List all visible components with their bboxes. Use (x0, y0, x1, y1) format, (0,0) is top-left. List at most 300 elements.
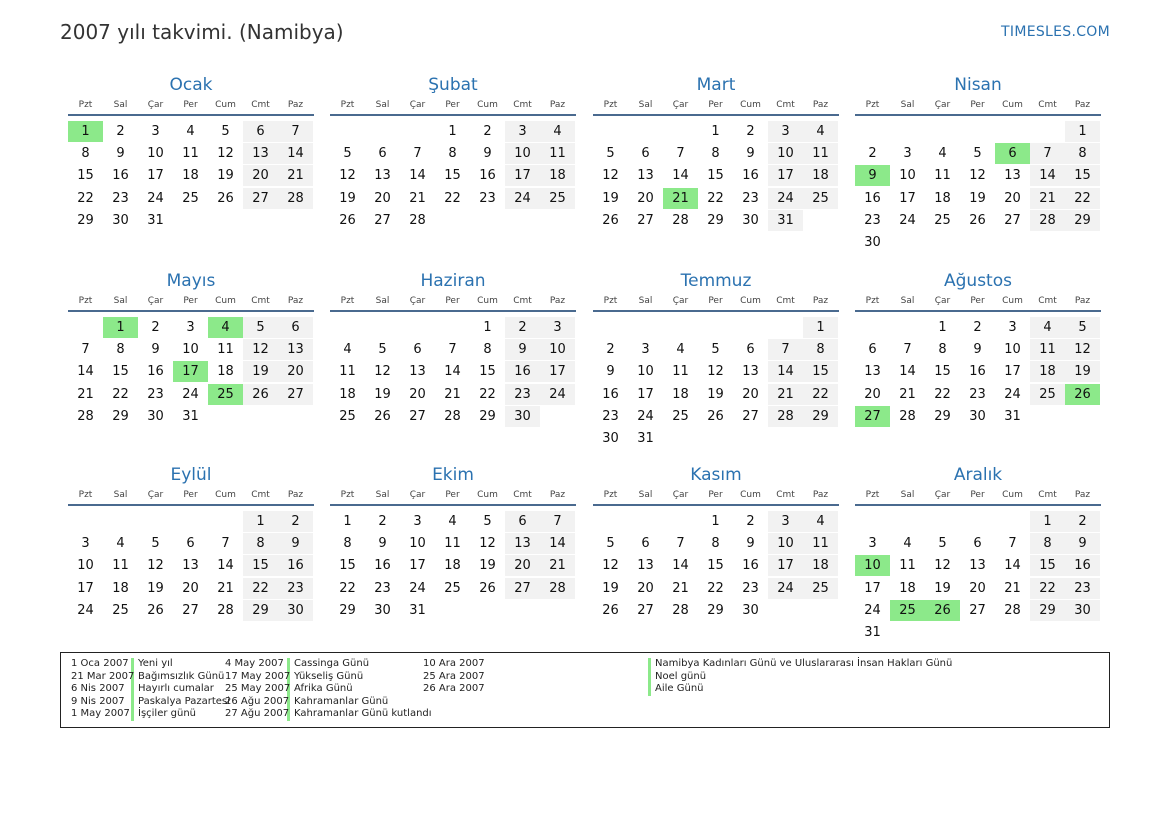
day-cell: 21 (768, 384, 803, 405)
weekday-label: Çar (409, 100, 426, 110)
day-cell: 10 (505, 143, 540, 164)
day-cell: 31 (768, 210, 803, 231)
day-cell: 30 (147, 408, 164, 424)
holiday-day-cell: 26 (925, 600, 960, 621)
day-cell: 7 (278, 121, 313, 142)
holiday-legend (60, 652, 1110, 728)
day-cell: 7 (1030, 143, 1065, 164)
day-cell: 9 (606, 364, 615, 380)
day-cell: 20 (637, 580, 654, 596)
day-cell: 20 (243, 165, 278, 186)
day-cell: 1 (343, 514, 352, 529)
day-cell: 20 (1004, 190, 1021, 206)
day-cell: 6 (641, 146, 650, 162)
day-cell: 20 (278, 361, 313, 382)
day-cell: 5 (221, 124, 230, 139)
holiday-day-cell: 1 (68, 121, 103, 142)
weekday-label: Paz (549, 100, 566, 110)
day-cell: 10 (899, 168, 916, 184)
day-cell: 17 (77, 580, 94, 596)
day-cell: 28 (409, 212, 426, 228)
legend-holiday-name: Kahramanlar Günü kutlandı (294, 708, 432, 719)
day-cell: 29 (77, 212, 94, 228)
day-cell: 26 (602, 602, 619, 618)
day-cell: 1 (243, 511, 278, 532)
day-cell: 30 (1065, 600, 1100, 621)
day-cell: 10 (77, 558, 94, 574)
day-cell: 18 (217, 364, 234, 380)
day-cell: 4 (116, 536, 125, 552)
month-divider (68, 504, 314, 506)
day-cell: 14 (278, 143, 313, 164)
day-cell: 19 (934, 580, 951, 596)
weekday-label: Paz (287, 490, 304, 500)
day-cell: 26 (707, 408, 724, 424)
day-cell: 20 (374, 190, 391, 206)
holiday-day-cell: 27 (855, 406, 890, 427)
weekday-label: Cum (1002, 490, 1023, 500)
legend-holiday-name: Namibya Kadınları Günü ve Uluslararası İnsan Hakları Günü (655, 658, 953, 669)
day-cell: 23 (505, 384, 540, 405)
day-cell: 28 (899, 408, 916, 424)
day-cell: 21 (672, 580, 689, 596)
day-cell: 12 (1065, 339, 1100, 360)
day-cell: 7 (413, 146, 422, 162)
day-cell: 13 (182, 558, 199, 574)
day-cell: 27 (243, 188, 278, 209)
day-cell: 15 (339, 558, 356, 574)
weekday-label: Pzt (78, 100, 93, 110)
day-cell: 18 (112, 580, 129, 596)
day-cell: 16 (864, 190, 881, 206)
holiday-day-cell: 6 (995, 143, 1030, 164)
day-cell: 8 (938, 342, 947, 358)
weekday-label: Per (708, 296, 723, 306)
day-cell: 7 (676, 536, 685, 552)
day-cell: 15 (1065, 165, 1100, 186)
weekday-label: Cum (215, 100, 236, 110)
day-cell: 9 (746, 536, 755, 552)
day-cell: 5 (483, 514, 492, 529)
day-cell: 2 (868, 146, 877, 162)
month-divider (855, 114, 1101, 116)
month-divider (330, 114, 576, 116)
legend-date: 4 May 2007 (225, 658, 284, 669)
holiday-day-cell: 25 (208, 384, 243, 405)
day-cell: 24 (409, 580, 426, 596)
day-cell: 23 (112, 190, 129, 206)
weekday-label: Per (970, 490, 985, 500)
weekday-label: Sal (375, 296, 390, 306)
weekday-label: Pzt (340, 296, 355, 306)
month-name: Eylül (170, 465, 212, 485)
day-cell: 21 (899, 386, 916, 402)
weekday-label: Sal (638, 296, 653, 306)
day-cell: 21 (217, 580, 234, 596)
day-cell: 21 (278, 165, 313, 186)
day-cell: 21 (540, 555, 575, 576)
weekday-label: Per (708, 490, 723, 500)
day-cell: 30 (602, 431, 619, 446)
day-cell: 11 (112, 558, 129, 574)
day-cell: 8 (448, 146, 457, 162)
day-cell: 14 (672, 558, 689, 574)
weekday-label: Sal (900, 490, 915, 500)
day-cell: 18 (182, 168, 199, 184)
month-name: Mayıs (166, 271, 216, 291)
weekday-label: Cum (740, 100, 761, 110)
day-cell: 3 (413, 514, 422, 529)
day-cell: 25 (112, 602, 129, 618)
legend-holiday-name: Yükseliş Günü (294, 670, 364, 682)
day-cell: 9 (151, 342, 160, 358)
weekday-label: Sal (375, 490, 390, 500)
day-cell: 5 (606, 146, 615, 162)
day-cell: 23 (602, 408, 619, 424)
holiday-day-cell: 9 (855, 165, 890, 186)
weekday-label: Çar (934, 296, 951, 306)
weekday-label: Paz (812, 100, 829, 110)
day-cell: 12 (602, 168, 619, 184)
day-cell: 27 (637, 212, 654, 228)
legend-date: 27 Ağu 2007 (225, 708, 290, 719)
day-cell: 8 (711, 536, 720, 552)
holiday-day-cell: 26 (1065, 384, 1100, 405)
day-cell: 20 (742, 386, 759, 402)
day-cell: 16 (505, 361, 540, 382)
day-cell: 12 (147, 558, 164, 574)
day-cell: 14 (409, 168, 426, 184)
day-cell: 12 (602, 558, 619, 574)
day-cell: 12 (707, 364, 724, 380)
day-cell: 9 (278, 533, 313, 554)
day-cell: 15 (112, 364, 129, 380)
day-cell: 1 (711, 124, 720, 139)
legend-date: 9 Nis 2007 (71, 695, 125, 707)
day-cell: 4 (343, 342, 352, 358)
legend-holiday-name: Paskalya Pazartesi (138, 695, 230, 707)
day-cell: 28 (217, 602, 234, 618)
weekday-label: Cum (1002, 296, 1023, 306)
day-cell: 22 (243, 578, 278, 599)
weekday-label: Per (183, 100, 198, 110)
day-cell: 19 (147, 580, 164, 596)
legend-date: 25 May 2007 (225, 683, 291, 694)
weekday-label: Çar (672, 100, 689, 110)
holiday-day-cell: 4 (208, 317, 243, 338)
day-cell: 9 (483, 146, 492, 162)
day-cell: 2 (973, 320, 982, 335)
day-cell: 17 (864, 580, 881, 596)
day-cell: 18 (899, 580, 916, 596)
holiday-day-cell: 10 (855, 555, 890, 576)
day-cell: 15 (803, 361, 838, 382)
day-cell: 7 (768, 339, 803, 360)
weekday-label: Pzt (603, 296, 618, 306)
day-cell: 3 (540, 317, 575, 338)
legend-date: 26 Ağu 2007 (225, 695, 290, 707)
day-cell: 5 (151, 536, 160, 552)
weekday-label: Sal (638, 100, 653, 110)
month-name: Şubat (428, 75, 478, 95)
weekday-label: Paz (812, 296, 829, 306)
day-cell: 3 (641, 342, 650, 358)
day-cell: 16 (278, 555, 313, 576)
day-cell: 30 (278, 600, 313, 621)
day-cell: 3 (151, 124, 160, 139)
day-cell: 15 (444, 168, 461, 184)
day-cell: 29 (1030, 600, 1065, 621)
day-cell: 7 (1008, 536, 1017, 552)
day-cell: 1 (1030, 511, 1065, 532)
day-cell: 14 (672, 168, 689, 184)
day-cell: 31 (637, 431, 654, 446)
weekday-label: Cmt (1038, 296, 1057, 306)
day-cell: 16 (602, 386, 619, 402)
day-cell: 1 (803, 317, 838, 338)
day-cell: 25 (803, 188, 838, 209)
day-cell: 17 (899, 190, 916, 206)
legend-holiday-name: Aile Günü (655, 683, 704, 694)
day-cell: 8 (803, 339, 838, 360)
day-cell: 4 (803, 121, 838, 142)
weekday-label: Sal (638, 490, 653, 500)
legend-holiday-name: Yeni yıl (138, 658, 173, 669)
day-cell: 2 (483, 124, 492, 139)
legend-holiday-name: Bağımsızlık Günü (138, 670, 225, 682)
day-cell: 2 (151, 320, 160, 335)
month-name: Mart (696, 75, 736, 95)
day-cell: 24 (77, 602, 94, 618)
day-cell: 29 (112, 408, 129, 424)
weekday-label: Çar (409, 296, 426, 306)
holiday-day-cell: 17 (173, 361, 208, 382)
day-cell: 1 (448, 124, 457, 139)
day-cell: 1 (483, 320, 492, 335)
day-cell: 10 (409, 536, 426, 552)
day-cell: 13 (637, 558, 654, 574)
weekday-label: Paz (1074, 100, 1091, 110)
legend-date: 26 Ara 2007 (423, 683, 485, 694)
weekday-label: Çar (672, 490, 689, 500)
day-cell: 15 (707, 168, 724, 184)
day-cell: 21 (77, 386, 94, 402)
weekday-label: Cum (477, 100, 498, 110)
legend-marker (131, 658, 134, 721)
day-cell: 2 (505, 317, 540, 338)
day-cell: 13 (864, 364, 881, 380)
day-cell: 22 (934, 386, 951, 402)
day-cell: 15 (243, 555, 278, 576)
day-cell: 12 (934, 558, 951, 574)
day-cell: 27 (1004, 212, 1021, 228)
day-cell: 26 (217, 190, 234, 206)
day-cell: 10 (637, 364, 654, 380)
day-cell: 30 (969, 408, 986, 424)
day-cell: 28 (768, 406, 803, 427)
day-cell: 3 (903, 146, 912, 162)
site-link[interactable]: TIMESLES.COM (1001, 24, 1110, 40)
day-cell: 17 (540, 361, 575, 382)
day-cell: 3 (505, 121, 540, 142)
day-cell: 2 (1065, 511, 1100, 532)
day-cell: 28 (1030, 210, 1065, 231)
day-cell: 13 (243, 143, 278, 164)
weekday-label: Sal (113, 296, 128, 306)
weekday-label: Pzt (340, 490, 355, 500)
day-cell: 20 (637, 190, 654, 206)
day-cell: 24 (182, 386, 199, 402)
day-cell: 8 (1065, 143, 1100, 164)
day-cell: 26 (147, 602, 164, 618)
day-cell: 26 (339, 212, 356, 228)
day-cell: 28 (1004, 602, 1021, 618)
month-name: Ekim (432, 465, 474, 485)
day-cell: 30 (864, 235, 881, 250)
weekday-label: Çar (934, 490, 951, 500)
day-cell: 19 (602, 190, 619, 206)
day-cell: 24 (768, 578, 803, 599)
month-divider (855, 504, 1101, 506)
day-cell: 16 (969, 364, 986, 380)
day-cell: 3 (186, 320, 195, 335)
day-cell: 28 (672, 212, 689, 228)
day-cell: 3 (768, 511, 803, 532)
day-cell: 4 (448, 514, 457, 529)
day-cell: 10 (182, 342, 199, 358)
month-name: Temmuz (680, 271, 752, 291)
day-cell: 21 (444, 386, 461, 402)
day-cell: 3 (1008, 320, 1017, 335)
day-cell: 27 (505, 578, 540, 599)
month-divider (330, 504, 576, 506)
weekday-label: Per (970, 100, 985, 110)
day-cell: 8 (483, 342, 492, 358)
day-cell: 26 (969, 212, 986, 228)
day-cell: 4 (938, 146, 947, 162)
holiday-day-cell: 21 (663, 188, 698, 209)
day-cell: 17 (1004, 364, 1021, 380)
day-cell: 2 (746, 514, 755, 529)
day-cell: 13 (278, 339, 313, 360)
day-cell: 8 (711, 146, 720, 162)
day-cell: 22 (707, 190, 724, 206)
weekday-label: Per (445, 296, 460, 306)
day-cell: 25 (1030, 384, 1065, 405)
day-cell: 8 (343, 536, 352, 552)
day-cell: 12 (217, 146, 234, 162)
day-cell: 7 (81, 342, 90, 358)
day-cell: 12 (969, 168, 986, 184)
day-cell: 10 (147, 146, 164, 162)
day-cell: 26 (243, 384, 278, 405)
day-cell: 11 (540, 143, 575, 164)
day-cell: 28 (540, 578, 575, 599)
weekday-label: Paz (549, 296, 566, 306)
day-cell: 29 (707, 602, 724, 618)
weekday-label: Paz (287, 100, 304, 110)
day-cell: 16 (479, 168, 496, 184)
day-cell: 6 (868, 342, 877, 358)
weekday-label: Çar (147, 100, 164, 110)
legend-date: 1 Oca 2007 (71, 658, 129, 669)
day-cell: 27 (409, 408, 426, 424)
day-cell: 15 (77, 168, 94, 184)
weekday-label: Pzt (78, 296, 93, 306)
day-cell: 14 (1004, 558, 1021, 574)
day-cell: 23 (969, 386, 986, 402)
day-cell: 24 (147, 190, 164, 206)
month-divider (593, 310, 839, 312)
day-cell: 6 (641, 536, 650, 552)
day-cell: 7 (221, 536, 230, 552)
day-cell: 23 (278, 578, 313, 599)
day-cell: 30 (374, 602, 391, 618)
day-cell: 7 (676, 146, 685, 162)
weekday-label: Pzt (865, 296, 880, 306)
day-cell: 7 (448, 342, 457, 358)
weekday-label: Pzt (78, 490, 93, 500)
legend-holiday-name: Hayırlı cumalar (138, 683, 214, 694)
day-cell: 2 (116, 124, 125, 139)
weekday-label: Sal (113, 100, 128, 110)
weekday-label: Per (708, 100, 723, 110)
day-cell: 22 (339, 580, 356, 596)
day-cell: 22 (707, 580, 724, 596)
day-cell: 18 (803, 555, 838, 576)
day-cell: 11 (1030, 339, 1065, 360)
day-cell: 22 (803, 384, 838, 405)
month-name: Kasım (690, 465, 742, 485)
day-cell: 27 (278, 384, 313, 405)
month-name: Nisan (954, 75, 1002, 95)
day-cell: 24 (505, 188, 540, 209)
month-name: Ocak (169, 75, 213, 95)
day-cell: 13 (505, 533, 540, 554)
day-cell: 11 (217, 342, 234, 358)
day-cell: 16 (147, 364, 164, 380)
weekday-label: Çar (934, 100, 951, 110)
weekday-label: Pzt (865, 100, 880, 110)
day-cell: 23 (479, 190, 496, 206)
month-divider (330, 310, 576, 312)
day-cell: 5 (973, 146, 982, 162)
day-cell: 29 (1065, 210, 1100, 231)
day-cell: 3 (768, 121, 803, 142)
legend-holiday-name: Kahramanlar Günü (294, 695, 389, 707)
day-cell: 11 (803, 143, 838, 164)
day-cell: 16 (742, 558, 759, 574)
day-cell: 6 (278, 317, 313, 338)
weekday-label: Cmt (1038, 100, 1057, 110)
day-cell: 27 (182, 602, 199, 618)
day-cell: 21 (1004, 580, 1021, 596)
day-cell: 31 (864, 625, 881, 640)
day-cell: 14 (899, 364, 916, 380)
weekday-label: Cmt (513, 490, 532, 500)
weekday-label: Cum (1002, 100, 1023, 110)
weekday-label: Per (183, 296, 198, 306)
day-cell: 11 (182, 146, 199, 162)
day-cell: 6 (378, 146, 387, 162)
day-cell: 19 (479, 558, 496, 574)
day-cell: 28 (278, 188, 313, 209)
day-cell: 31 (147, 212, 164, 228)
day-cell: 1 (1065, 121, 1100, 142)
day-cell: 13 (637, 168, 654, 184)
day-cell: 6 (243, 121, 278, 142)
day-cell: 14 (540, 533, 575, 554)
